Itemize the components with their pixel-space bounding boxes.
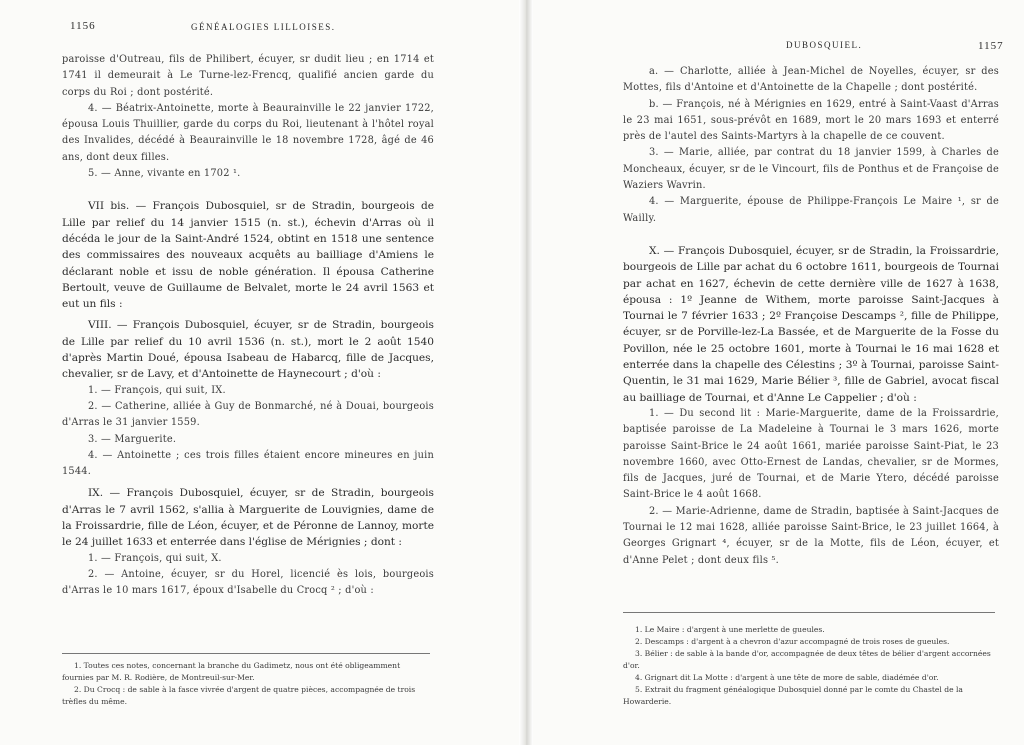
running-title: GÉNÉALOGIES LILLOISES. (191, 22, 336, 32)
paragraph: 2. — Marie-Adrienne, dame de Stradin, baptisée à Saint-Jacques de Tournai le 12 mai 1628, alliée paroisse Saint-Brice, le 23 juillet 1664, à Georges Grignart ⁴, écuyer, sr de la Motte, fils de Léon, écuyer, et d'Anne Pelet ; dont deux fils ⁵. (623, 505, 999, 566)
right-body (623, 64, 999, 569)
left-body (62, 52, 434, 600)
right-page (533, 0, 1024, 745)
paragraph: 4. — Béatrix-Antoinette, morte à Beaurainville le 22 janvier 1722, épousa Louis Thuillier, garde du corps du Roi, lieutenant à l'hôtel royal des Invalides, décédé à Beaurainville le 18 novembre 1728, âgé de 46 ans, dont deux filles. (62, 102, 434, 163)
paragraph: paroisse d'Outreau, fils de Philibert, écuyer, sr dudit lieu ; en 1714 et 1741 il demeurait à Le Turne-lez-Frencq, qualifié ancien garde du corps du Roi ; dont postérité. (62, 54, 434, 98)
left-footnotes (62, 660, 430, 708)
footnote: 1. Toutes ces notes, concernant la branche du Gadimetz, nous ont été obligeamment fournies par M. R. Rodière, de Montreuil-sur-Mer. (62, 661, 401, 682)
paragraph: IX. — François Dubosquiel, écuyer, sr de Stradin, bourgeois d'Arras le 7 avril 1562, s'allia à Marguerite de Louvignies, dame de la Froissardrie, fille de Léon, écuyer, et de Péronne de Lannoy, morte le 24 juillet 1633 et enterrée dans l'église de Mérignies ; dont : (62, 487, 434, 549)
paragraph: 2. — Antoine, écuyer, sr du Horel, licencié ès lois, bourgeois d'Arras le 10 mars 1617, époux d'Isabelle du Crocq ² ; d'où : (62, 568, 434, 597)
paragraph: VII bis. — François Dubosquiel, sr de Stradin, bourgeois de Lille par relief du 14 janvier 1515 (n. st.), échevin d'Arras où il décéda le jour de la Saint-André 1524, obtint en 1518 une sentence des commissaires des nouveaux acquêts au bailliage d'Amiens le déclarant noble et issu de noble génération. Il épousa Catherine Bertoult, veuve de Guillaume de Belvalet, morte le 24 avril 1563 et eut un fils : (62, 200, 434, 311)
footnote: 5. Extrait du fragment généalogique Dubosquiel donné par le comte du Chastel de la Howarderie. (623, 685, 963, 706)
paragraph: b. — François, né à Mérignies en 1629, entré à Saint-Vaast d'Arras le 23 mai 1651, sous-prévôt en 1689, mort le 20 mars 1693 et enterré près de l'autel des Saints-Martyrs à la chapelle de ce couvent. (623, 98, 999, 143)
paragraph: 1. — Du second lit : Marie-Marguerite, dame de la Froissardrie, baptisée paroisse de La Madeleine à Tournai le 3 mars 1626, morte paroisse Saint-Brice le 24 août 1661, mariée paroisse Saint-Piat, le 23 novembre 1660, avec Otto-Ernest de Landas, chevalier, sr de Mormes, fils de Jacques, juré de Tournai, et de Marie Ytero, décédé paroisse Saint-Brice le 4 août 1668. (623, 407, 999, 501)
running-title: DUBOSQUIEL. (786, 40, 863, 50)
footnote-rule (62, 653, 430, 654)
paragraph: 4. — Antoinette ; ces trois filles étaient encore mineures en juin 1544. (62, 449, 434, 478)
paragraph: 3. — Marguerite. (88, 433, 177, 445)
book-gutter (519, 0, 533, 745)
paragraph: VIII. — François Dubosquiel, écuyer, sr de Stradin, bourgeois de Lille par relief du 10 avril 1536 (n. st.), mort le 2 août 1540 d'après Martin Doué, épousa Isabeau de Habarcq, fille de Jacques, chevalier, sr de Lavy, et d'Antoinette de Haynecourt ; d'où : (62, 319, 434, 381)
paragraph: 1. — François, qui suit, IX. (88, 384, 226, 396)
footnote: 4. Grignart dit La Motte : d'argent à une tête de more de sable, diadémée d'or. (635, 673, 939, 682)
footnote: 2. Descamps : d'argent à a chevron d'azur accompagné de trois roses de gueules. (635, 637, 950, 646)
paragraph: 4. — Marguerite, épouse de Philippe-François Le Maire ¹, sr de Wailly. (623, 196, 999, 224)
page-number: 1157 (978, 40, 1004, 52)
page-number: 1156 (70, 20, 96, 32)
right-footnotes (623, 624, 999, 708)
paragraph: 2. — Catherine, alliée à Guy de Bonmarché, né à Douai, bourgeois d'Arras le 31 janvier 1559. (62, 400, 434, 429)
paragraph: 3. — Marie, alliée, par contrat du 18 janvier 1599, à Charles de Moncheaux, écuyer, sr de le Vincourt, fils de Ponthus et de Françoise de Waziers Wavrin. (623, 147, 999, 192)
paragraph: a. — Charlotte, alliée à Jean-Michel de Noyelles, écuyer, sr des Mottes, fils d'Antoine et d'Antoinette de la Chapelle ; dont postérité. (623, 66, 999, 94)
paragraph: 1. — François, qui suit, X. (88, 552, 222, 564)
paragraph: 5. — Anne, vivante en 1702 ¹. (88, 168, 241, 180)
footnote: 1. Le Maire : d'argent à une merlette de gueules. (635, 625, 825, 634)
footnote: 2. Du Crocq : de sable à la fasce vivrée d'argent de quatre pièces, accompagnée de trois trèfles du même. (62, 685, 416, 706)
paragraph: X. — François Dubosquiel, écuyer, sr de Stradin, la Froissardrie, bourgeois de Lille par achat du 6 octobre 1611, bourgeois de Tournai par achat en 1627, échevin de cette dernière ville de 1627 à 1638, épousa : 1º Jeanne de Withem, morte paroisse Saint-Jacques à Tournai le 7 février 1633 ; 2º Françoise Descamps ², fille de Philippe, écuyer, sr de Porville-lez-La Bassée, et de Marguerite de la Fosse du Povillon, née le 25 octobre 1601, morte à Tournai le 16 mai 1628 et enterrée dans la chapelle des Célestins ; 3º à Tournai, paroisse Saint-Quentin, le 31 mai 1629, Marie Bélier ³, fille de Gabriel, avocat fiscal au bailliage de Tournai, et d'Anne Le Cappelier ; d'où : (623, 244, 999, 404)
footnote-rule (623, 612, 995, 613)
footnote: 3. Bélier : de sable à la bande d'or, accompagnée de deux têtes de bélier d'argent accornées d'or. (623, 649, 991, 670)
